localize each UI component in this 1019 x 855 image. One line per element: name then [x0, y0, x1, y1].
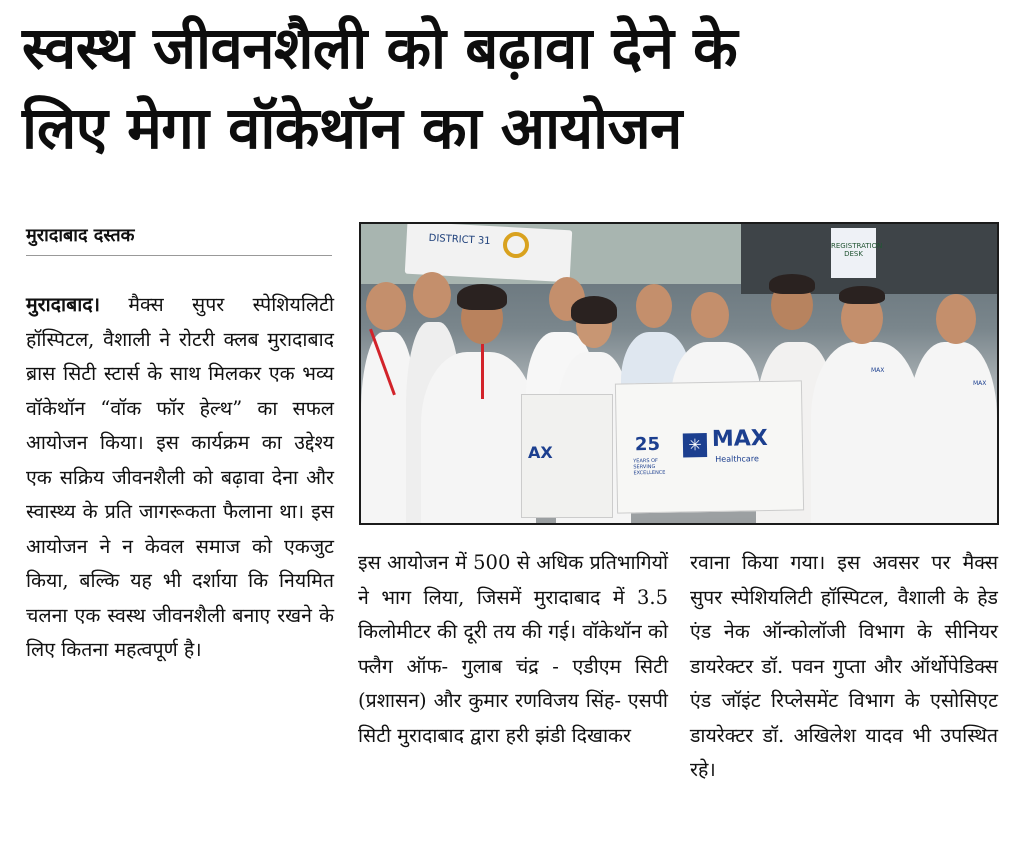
anniversary-subtitle: YEARS OF SERVING EXCELLENCE	[633, 457, 666, 477]
lanyard	[481, 344, 484, 399]
column-3-text: रवाना किया गया। इस अवसर पर मैक्स सुपर स्पेशियलिटी हॉस्पिटल, वैशाली के हेड एंड नेक ऑन्कोलॉजी विभाग के सीनियर डायरेक्टर डॉ. पवन गुप्ता और ऑर्थोपेडिक्स एंड जॉइंट रिप्लेसमेंट विभाग के एसोसिएट डायरेक्टर डॉ. अखिलेश यादव भी उपस्थित रहे।	[690, 551, 998, 781]
headline	[22, 8, 1007, 168]
dateline: मुरादाबाद।	[26, 293, 101, 316]
tshirt-logo: MAX	[871, 367, 885, 374]
rotary-wheel-icon	[503, 232, 529, 258]
tshirt-logo: MAX	[973, 380, 987, 387]
headline-line-1: स्वस्थ जीवनशैली को बढ़ावा देने के	[22, 14, 738, 82]
column-1-paragraph	[26, 288, 334, 668]
person-hair	[571, 296, 617, 324]
max-healthcare-banner	[615, 380, 804, 513]
person-head	[636, 284, 672, 328]
left-max-banner	[521, 394, 613, 518]
person-head	[413, 272, 451, 318]
person-head	[691, 292, 729, 338]
banner-brand: MAX	[711, 425, 768, 452]
article-column-3	[690, 546, 998, 788]
banner-brand-subtitle: Healthcare	[715, 454, 759, 464]
anniversary-number: 25	[634, 433, 661, 456]
article-column-1	[26, 288, 334, 668]
person	[421, 352, 536, 525]
person-hair	[839, 286, 885, 304]
person	[909, 342, 997, 525]
person-hair	[769, 274, 815, 294]
person-head	[936, 294, 976, 344]
registration-desk-sign: REGISTRATION DESK	[831, 228, 876, 278]
column-2-text: इस आयोजन में 500 से अधिक प्रतिभागियों ने भाग लिया, जिसमें मुरादाबाद में 3.5 किलोमीटर की दूरी तय की गई। वॉकेथॉन को फ्लैग ऑफ- गुलाब चंद्र - एडीएम सिटी (प्रशासन) और कुमार रणविजय सिंह- एसपी सिटी मुरादाबाद द्वारा हरी झंडी दिखाकर	[358, 551, 668, 747]
headline-line-2: लिए मेगा वॉकेथॉन का आयोजन	[22, 94, 682, 162]
column-1-text: मैक्स सुपर स्पेशियलिटी हॉस्पिटल, वैशाली ने रोटरी क्लब मुरादाबाद ब्रास सिटी स्टार्स के साथ मिलकर एक भव्य वॉकेथॉन “वॉक फॉर हेल्थ” का सफल आयोजन किया। इस कार्यक्रम का उद्देश्य एक सक्रिय जीवनशैली को बढ़ावा देना और स्वास्थ्य के प्रति जागरूकता फैलाना था। इस आयोजन ने न केवल समाज को एकजुट किया, बल्कि यह भी दर्शाया कि नियमित चलना एक स्वस्थ जीवनशैली बनाए रखने के लिए कितना महत्वपूर्ण है।	[26, 293, 335, 661]
event-photo	[359, 222, 999, 525]
rotary-banner-text: DISTRICT 31	[428, 232, 491, 248]
person-hair	[457, 284, 507, 310]
person-head	[366, 282, 406, 330]
article-column-2	[358, 546, 668, 753]
person	[811, 342, 921, 525]
byline: मुरादाबाद दस्तक	[26, 223, 332, 256]
left-banner-brand: AX	[528, 443, 553, 462]
max-logo-icon: ✳	[683, 433, 707, 457]
